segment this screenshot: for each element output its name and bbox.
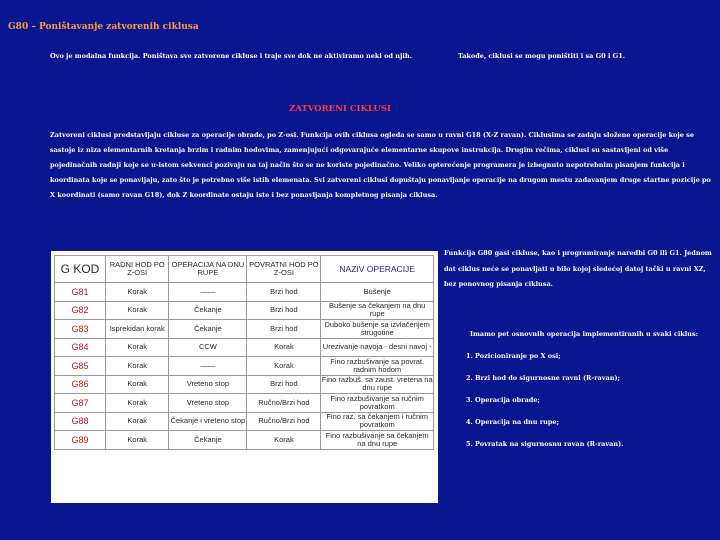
table-cell-work: Korak bbox=[106, 375, 169, 394]
table-cell-operation: Vreteno stop bbox=[169, 375, 247, 394]
table-cell-name: Bušenje bbox=[321, 283, 434, 302]
table-cell-return: Brzi hod bbox=[247, 301, 321, 320]
table-cell-name: Fino raz. sa čekanjem i ručnim povratkom bbox=[321, 412, 434, 431]
table-cell-operation: Čekanje i vreteno stop bbox=[169, 412, 247, 431]
table-cell-code: G89 bbox=[55, 431, 106, 450]
slide-title: G80 – Poništavanje zatvorenih ciklusa bbox=[8, 22, 199, 32]
gcode-table bbox=[54, 255, 434, 450]
table-cell-return: Korak bbox=[247, 431, 321, 450]
table-cell-code: G83 bbox=[55, 320, 106, 339]
table-cell-return: Brzi hod bbox=[247, 283, 321, 302]
table-cell-code: G82 bbox=[55, 301, 106, 320]
table-cell-code: G88 bbox=[55, 412, 106, 431]
table-cell-name: Fino razbušivanje sa povrat. radnim hodom bbox=[321, 357, 434, 376]
list-item: 2. Brzi hod do sigurnosne ravni (R-ravan); bbox=[466, 374, 620, 382]
table-row bbox=[55, 357, 434, 376]
table-row bbox=[55, 320, 434, 339]
operations-list bbox=[466, 345, 623, 455]
table-cell-code: G84 bbox=[55, 338, 106, 357]
section-heading: ZATVORENI CIKLUSI bbox=[289, 104, 391, 114]
table-cell-work: Korak bbox=[106, 283, 169, 302]
table-cell-return: Brzi hod bbox=[247, 375, 321, 394]
header-operation: OPERACIJA NA DNU RUPE bbox=[169, 256, 247, 283]
table-row bbox=[55, 301, 434, 320]
table-cell-return: Korak bbox=[247, 338, 321, 357]
list-item: 1. Pozicioniranje po X osi; bbox=[466, 352, 561, 360]
table-cell-operation: Vreteno stop bbox=[169, 394, 247, 413]
header-gcode: G KOD bbox=[55, 256, 106, 283]
table-cell-work: Korak bbox=[106, 412, 169, 431]
table-cell-work: Isprekidan korak bbox=[106, 320, 169, 339]
table-cell-return: Ručno/Brzi hod bbox=[247, 412, 321, 431]
list-item: 3. Operacija obrade; bbox=[466, 396, 540, 404]
table-cell-operation: —— bbox=[169, 283, 247, 302]
list-item: 5. Povratak na sigurnosnu ravan (R-ravan). bbox=[466, 440, 624, 448]
table-cell-work: Korak bbox=[106, 431, 169, 450]
intro-right-text: Takođe, ciklusi se mogu poništiti i sa G0 i G1. bbox=[458, 52, 626, 60]
table-cell-name: Fino razbušivanje sa ručnim povratkom bbox=[321, 394, 434, 413]
table-row bbox=[55, 283, 434, 302]
table-cell-work: Korak bbox=[106, 338, 169, 357]
list-item: 4. Operacija na dnu rupe; bbox=[466, 418, 559, 426]
right-paragraph: Funkcija G80 gasi cikluse, kao i programiranje naredbi G0 ili G1. Jednom dat ciklus neće se ponavljati u bilo kojoj sledećoj datoj tački u ravni XZ, bez ponovnog pisanja ciklusa. bbox=[444, 249, 712, 288]
header-name: NAZIV OPERACIJE bbox=[321, 256, 434, 283]
table-cell-work: Korak bbox=[106, 301, 169, 320]
table-cell-return: Brzi hod bbox=[247, 320, 321, 339]
table-cell-code: G86 bbox=[55, 375, 106, 394]
operations-intro: Imamo pet osnovnih operacija implementiranih u svaki ciklus: bbox=[470, 330, 699, 338]
table-row bbox=[55, 412, 434, 431]
table-cell-return: Ručno/Brzi hod bbox=[247, 394, 321, 413]
table-cell-operation: Čekanje bbox=[169, 320, 247, 339]
table-row bbox=[55, 338, 434, 357]
intro-left-text: Ovo je modalna funkcija. Poništava sve zatvorene cikluse i traje sve dok ne aktiviramo neki od njih. bbox=[50, 52, 412, 60]
table-cell-operation: CCW bbox=[169, 338, 247, 357]
gcode-table-image bbox=[51, 251, 438, 503]
table-cell-name: Fino razbuš. sa zaust. vretena na dnu rupe bbox=[321, 375, 433, 393]
table-cell-code: G81 bbox=[55, 283, 106, 302]
table-cell-name: Duboko bušenje sa izvlačenjem strugotine bbox=[321, 320, 434, 339]
table-cell-name: Urezivanje navoja - desni navoj - bbox=[321, 338, 434, 357]
table-row bbox=[55, 394, 434, 413]
table-cell-operation: Čekanje bbox=[169, 301, 247, 320]
table-cell-work: Korak bbox=[106, 357, 169, 376]
header-return: POVRATNI HOD PO Z-OSI bbox=[247, 256, 321, 283]
table-cell-code: G85 bbox=[55, 357, 106, 376]
table-cell-name: Bušenje sa čekanjem na dnu rupe bbox=[321, 301, 434, 320]
table-row bbox=[55, 375, 434, 394]
table-cell-name: Fino razbušivanje sa čekanjem na dnu rupe bbox=[321, 431, 434, 450]
table-cell-operation: Čekanje bbox=[169, 431, 247, 450]
table-cell-code: G87 bbox=[55, 394, 106, 413]
table-row bbox=[55, 431, 434, 450]
table-cell-work: Korak bbox=[106, 394, 169, 413]
header-work: RADNI HOD PO Z-OSI bbox=[106, 256, 169, 283]
table-cell-operation: —— bbox=[169, 357, 247, 376]
body-paragraph: Zatvoreni ciklusi predstavljaju cikluse za operacije obrade, po Z-osi. Funkcija ovih ciklusa ogleda se samo u ravni G18 (X-Z ravan). Ciklusima se zadaju složene operacije koje se sastoje iz niza elementarnih kretanja brzim i radnim hodovima, zamenjujući odgovarajuće elementarne skupove instrukcija. Drugim rečima, ciklusi su sastavljeni od više pojedinačnih radnji koje se u-istom sekvenci pozivaju na taj način što se ne koriste pojedinačno. Veliko opterećenje programera je izbegnuto nepotrebnim pisanjem funkcija i koordinata koje se ponavljaju, zato što je potrebno više istih elemenata. Svi zatvoreni ciklusi dopuštaju ponavljanje operacije na drugom mestu zadavanjem druge startne pozicije po X koordinati (samo ravan G18), dok Z koordinate ostaju iste i bez ponavljanja kompletnog pisanja ciklusa. bbox=[50, 131, 711, 199]
table-cell-return: Korak bbox=[247, 357, 321, 376]
